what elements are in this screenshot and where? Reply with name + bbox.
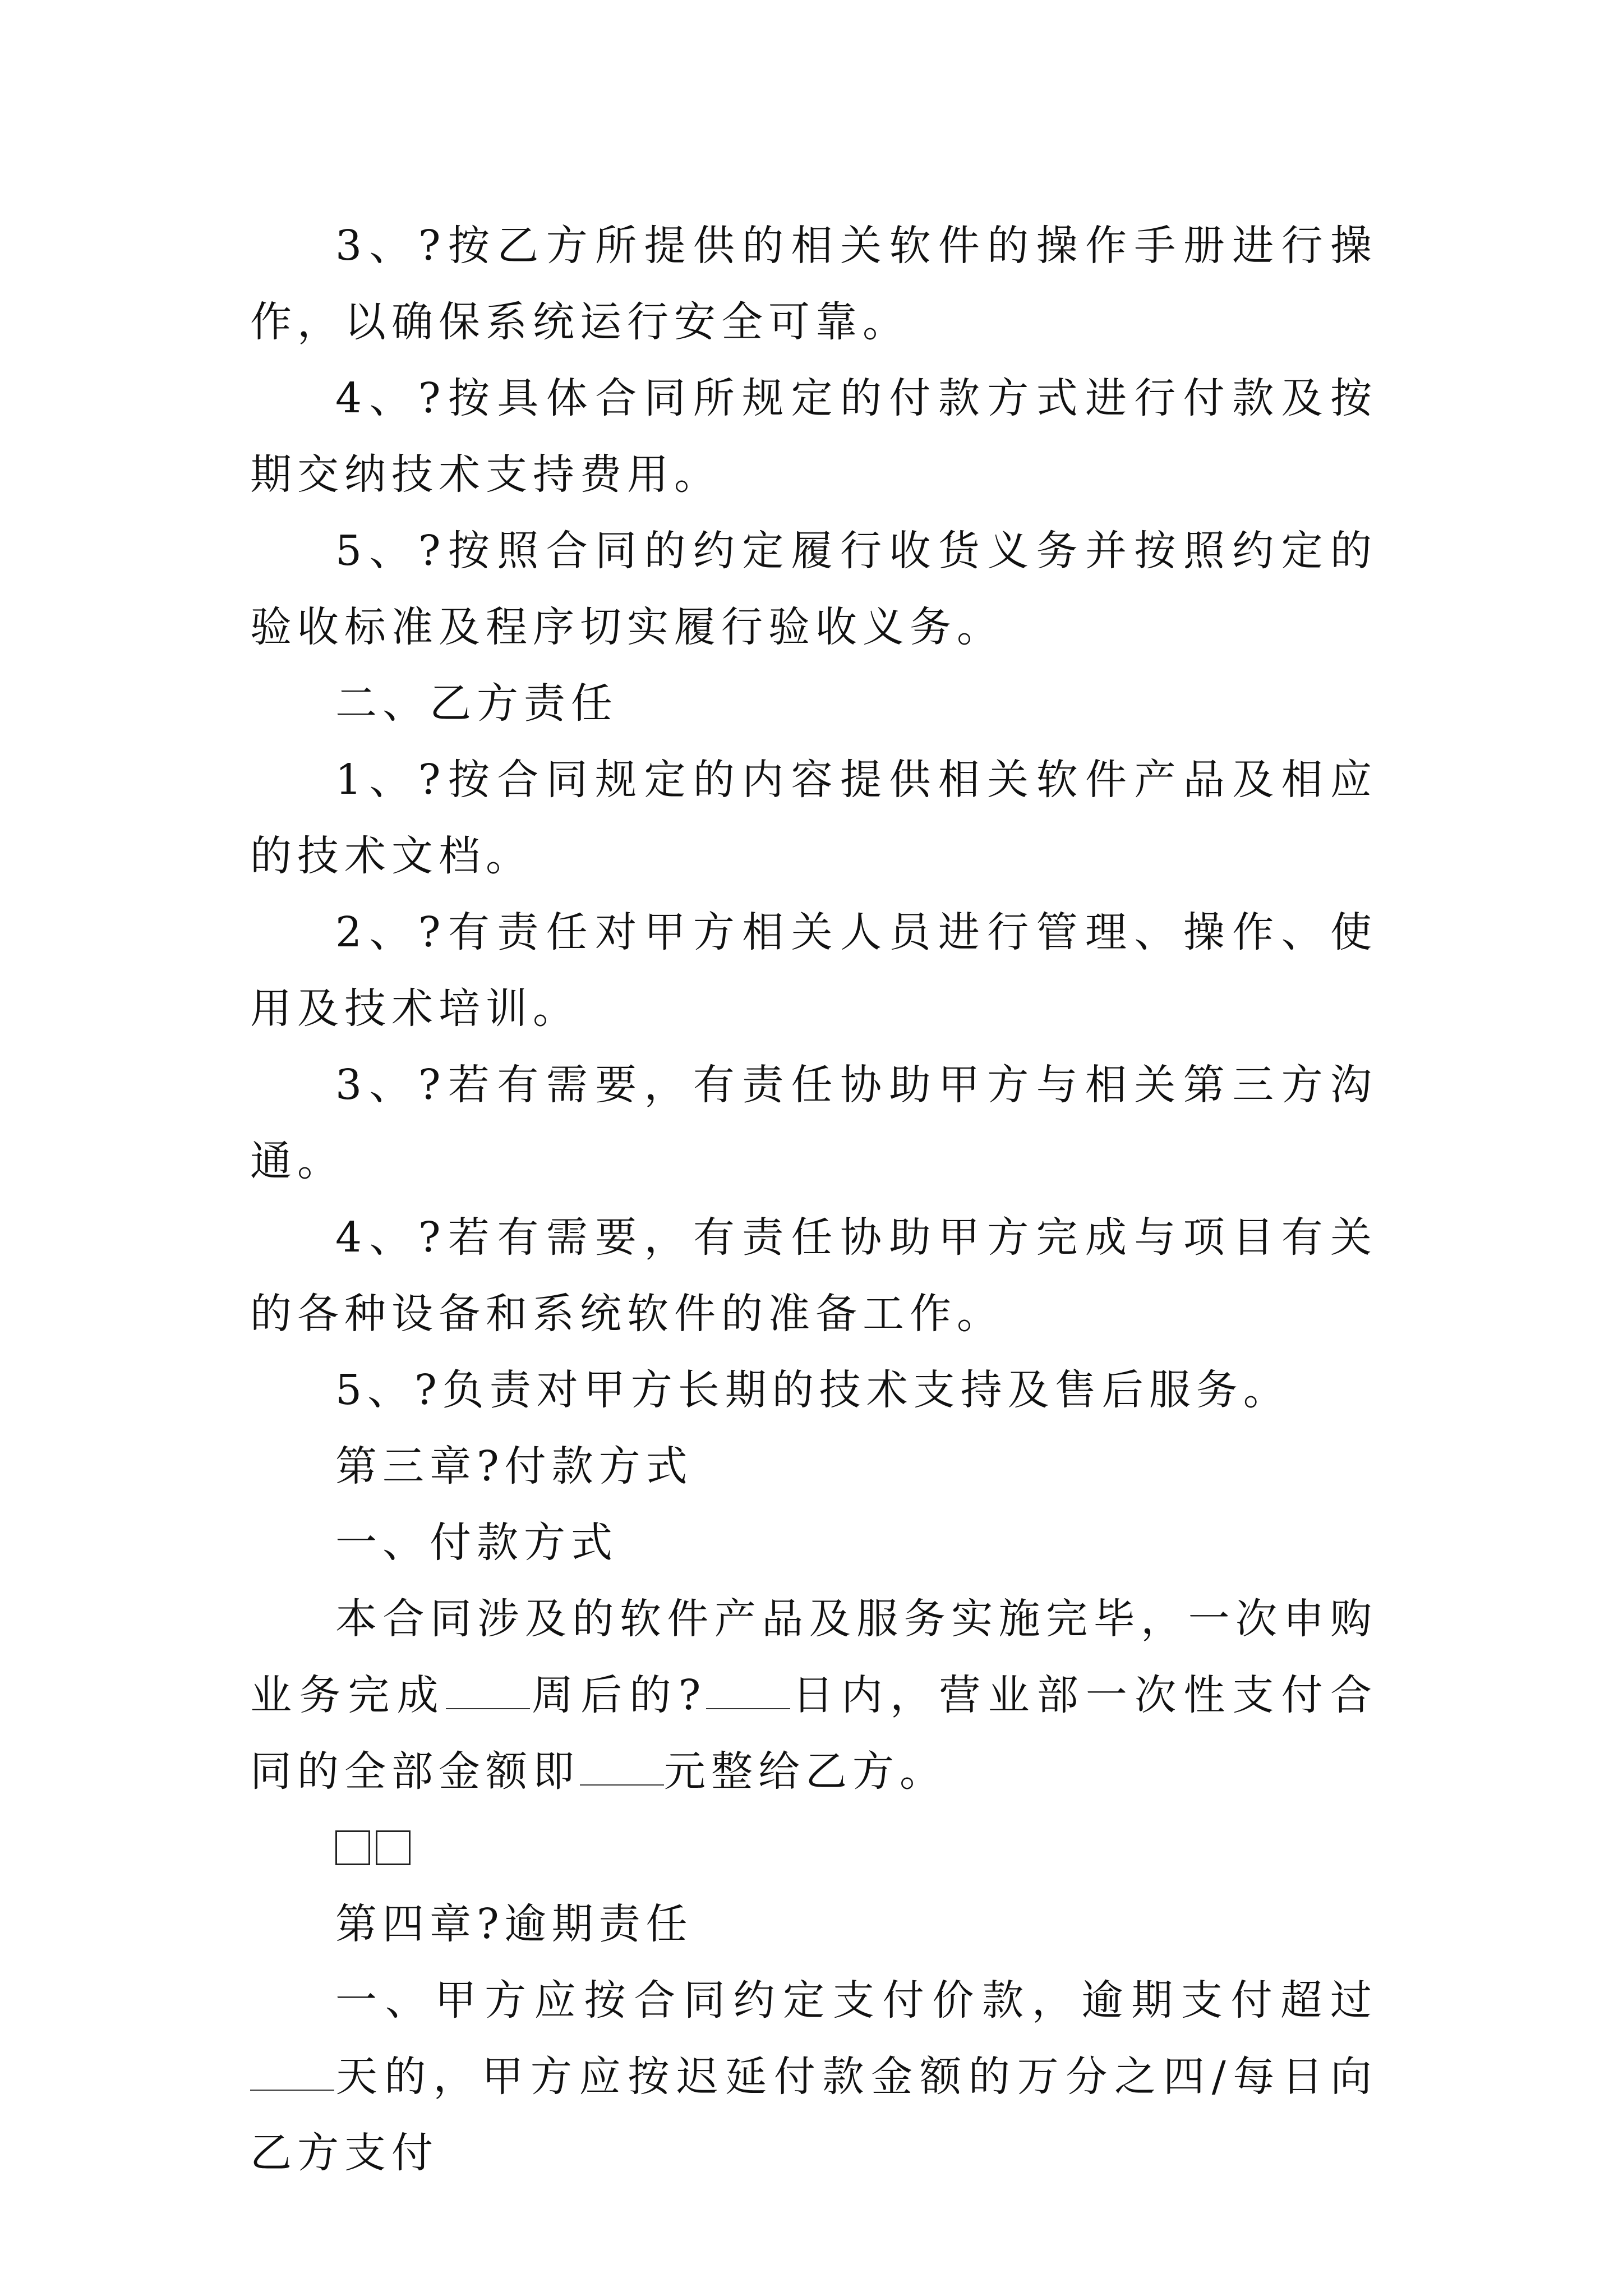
payment-clause [250,1581,1377,1810]
blank-field-weeks [446,1669,530,1709]
square-glyph-icon [376,1830,411,1865]
blank-field-overdue-days [250,2050,334,2091]
payment-text-3: 日内，营业部一次性支付合同的全部金额即 [250,1671,1378,1796]
clause-paragraph: 3、?按乙方所提供的相关软件的操作手册进行操作，以确保系统运行安全可靠。 [250,222,1377,346]
clause-paragraph: 4、?若有需要，有责任协助甲方完成与项目有关的各种设备和系统软件的准备工作。 [250,1213,1377,1338]
clause-paragraph: 5、?按照合同的约定履行收货义务并按照约定的验收标准及程序切实履行验收义务。 [250,527,1377,651]
square-glyph-icon [335,1830,370,1865]
overdue-text-1: 一、甲方应按合同约定支付价款，逾期支付超过 [335,1976,1377,2024]
document-body [250,208,1377,2191]
payment-text-4: 元整给乙方。 [664,1747,947,1796]
chapter-heading: 第四章?逾期责任 [335,1900,693,1948]
blank-field-days [706,1669,790,1709]
payment-text-1: 本合同涉及的软件产品及服务实施完毕，一次申购业务完成 [250,1595,1377,1719]
clause-paragraph: 1、?按合同规定的内容提供相关软件产品及相应的技术文档。 [250,756,1377,880]
section-heading: 一、付款方式 [335,1519,618,1567]
overdue-text-2: 天的，甲方应按迟延付款金额的万分之四/每日向乙方支付 [250,2053,1377,2177]
section-heading: 二、乙方责任 [335,679,618,728]
placeholder-boxes [250,1810,1377,1886]
payment-text-2: 周后的? [529,1671,707,1719]
blank-field-amount [580,1745,664,1786]
clause-paragraph: 2、?有责任对甲方相关人员进行管理、操作、使用及技术培训。 [250,908,1377,1033]
clause-paragraph: 3、?若有需要，有责任协助甲方与相关第三方沟通。 [250,1061,1377,1185]
clause-paragraph: 4、?按具体合同所规定的付款方式进行付款及按期交纳技术支持费用。 [250,374,1377,499]
overdue-clause [250,1962,1377,2191]
chapter-heading: 第三章?付款方式 [335,1442,693,1490]
clause-paragraph: 5、?负责对甲方长期的技术支持及售后服务。 [335,1366,1290,1414]
